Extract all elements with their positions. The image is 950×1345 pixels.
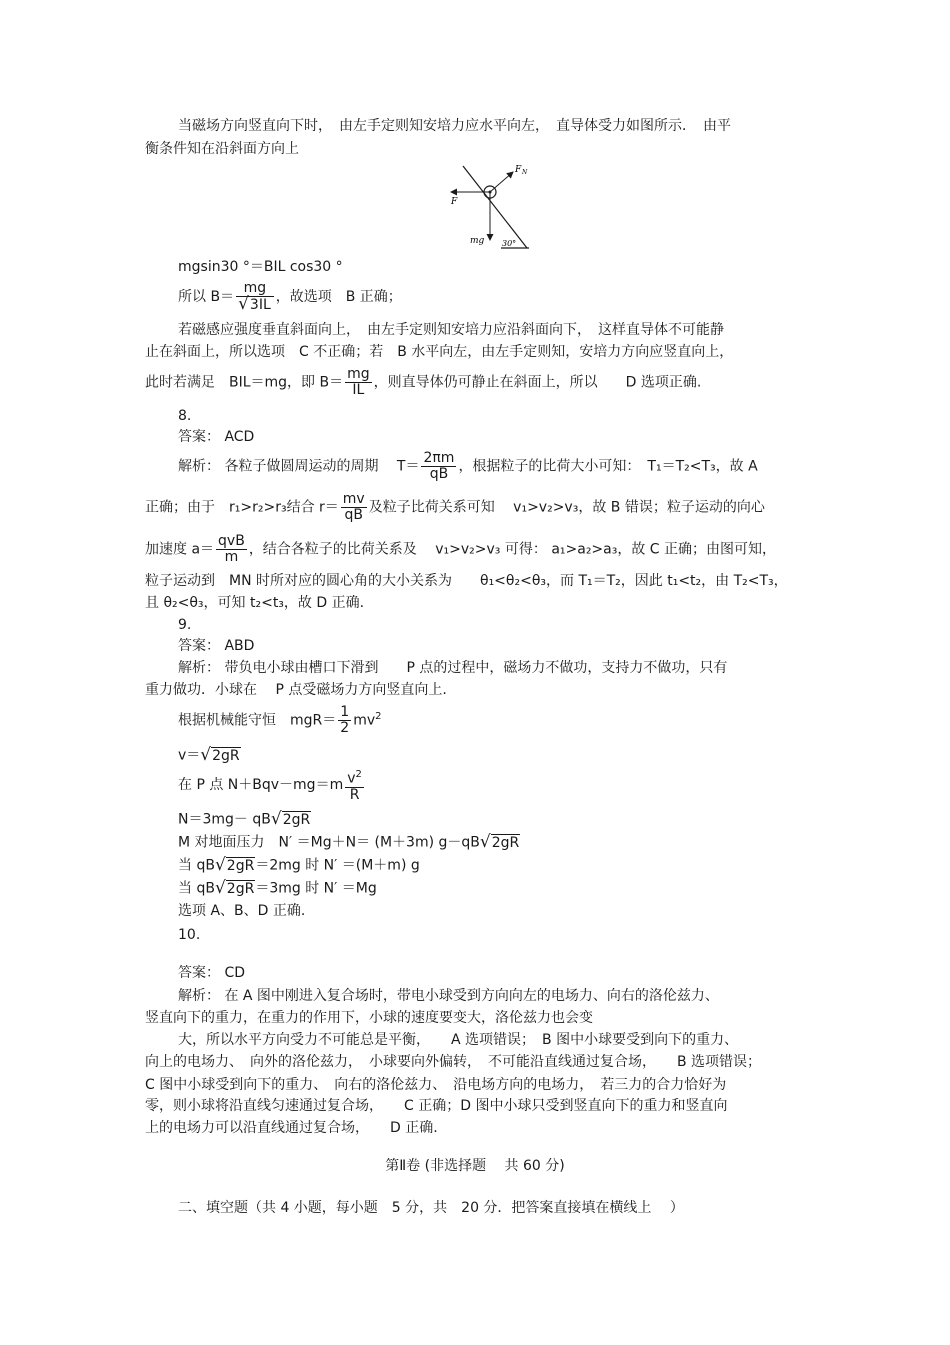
answer: 答案： ABD <box>178 638 255 654</box>
equation: 所以 B＝ $\frac{mg}{√3IL}$ ，故选项 B 正确； <box>178 280 402 314</box>
solution-line: 大，所以水平方向受力不可能总是平衡， A 选项错误； B 图中小球要受到向下的重力、 <box>178 1032 739 1048</box>
question-number: 8. <box>178 408 192 424</box>
solution-line: 竖直向下的重力，在重力的作用下，小球的速度要变大，洛伦兹力也会变 <box>145 1010 593 1026</box>
force-diagram <box>445 160 545 252</box>
equation: N＝3mg－ qB√2gR <box>178 809 311 829</box>
solution-line: 粒子运动到 MN 时所对应的圆心角的大小关系为 θ₁<θ₂<θ₃，而 T₁＝T₂，因此 t₁<t₂，由 T₂<T₃， <box>145 573 788 589</box>
svg-text:N: N <box>522 169 528 176</box>
fn-label: F <box>515 165 522 175</box>
section-heading: 二、填空题（共 4 小题，每小题 5 分，共 20 分．把答案直接填在横线上 ） <box>178 1200 684 1216</box>
equation: v＝√2gR <box>178 745 240 765</box>
equation: 在 P 点 N＋Bqv－mg＝m $\frac{v^2}{R}$ <box>178 769 362 803</box>
solution-line: 向上的电场力、 向外的洛伦兹力， 小球要向外偏转， 不可能沿直线通过复合场， B 选项错误； <box>145 1054 762 1070</box>
solution-line: 且 θ₂<θ₃，可知 t₂<t₃，故 D 正确. <box>145 595 365 611</box>
solution-line: 解析： 各粒子做圆周运动的周期 T＝ $\frac{2\pi m}{qB}$ ，根据粒子的比荷大小可知： T₁＝T₂<T₃，故 A <box>178 450 758 482</box>
answer: 答案： CD <box>178 965 246 981</box>
solution-line: 加速度 a＝ $\frac{\text{qvB}}{m}$ ，结合各粒子的比荷关系及 v₁>v₂>v₃ 可得： a₁>a₂>a₃，故 C 正确；由图可知， <box>145 533 777 565</box>
equation: 当 qB√2gR＝2mg 时 N′ ＝(M＋m) g <box>178 855 420 875</box>
solution-line: 选项 A、B、D 正确. <box>178 903 306 919</box>
solution-line: 零，则小球将沿直线匀速通过复合场， C 正确；D 图中小球只受到竖直向下的重力和竖直向 <box>145 1098 728 1114</box>
question-number: 10. <box>178 927 201 943</box>
equation: 根据机械能守恒 mgR＝ $\frac{1}{2}$ $mv^2$ <box>178 704 382 736</box>
solution-line: C 图中小球受到向下的重力、 向右的洛伦兹力、 沿电场方向的电场力， 若三力的合力恰好为 <box>145 1077 727 1093</box>
solution-line: 解析： 带负电小球由槽口下滑到 P 点的过程中，磁场力不做功，支持力不做功，只有 <box>178 660 728 676</box>
part-heading: 第Ⅱ卷 (非选择题 共 60 分) <box>385 1158 565 1174</box>
solution-line: 正确；由于 r₁>r₂>r₃结合 r＝ $\frac{mv}{qB}$ 及粒子比荷关系可知 v₁>v₂>v₃，故 B 错误；粒子运动的向心 <box>145 491 765 523</box>
paragraph-line: 衡条件知在沿斜面方向上 <box>145 141 299 157</box>
solution-line: 重力做功．小球在 P 点受磁场力方向竖直向上. <box>145 682 447 698</box>
question-number: 9. <box>178 617 192 633</box>
angle-label: 30° <box>502 239 517 248</box>
answer: 答案： ACD <box>178 429 255 445</box>
paragraph-line: 此时若满足 BIL＝mg，即 B＝ $\frac{mg}{IL}$ ，则直导体仍可静止在斜面上，所以 D 选项正确. <box>145 366 702 398</box>
solution-line: 解析： 在 A 图中刚进入复合场时，带电小球受到方向向左的电场力、向右的洛伦兹力、 <box>178 988 719 1004</box>
f-label: F <box>451 197 458 207</box>
paragraph-line: 当磁场方向竖直向下时， 由左手定则知安培力应水平向左， 直导体受力如图所示． 由平 <box>178 118 731 134</box>
paragraph-line: 若磁感应强度垂直斜面向上， 由左手定则知安培力应沿斜面向下， 这样直导体不可能静 <box>178 322 724 338</box>
mg-label: mg <box>470 236 485 246</box>
equation: 当 qB√2gR＝3mg 时 N′ ＝Mg <box>178 878 377 898</box>
solution-line: 上的电场力可以沿直线通过复合场， D 正确. <box>145 1120 438 1136</box>
equation: M 对地面压力 N′ ＝Mg＋N＝ (M＋3m) g－qB√2gR <box>178 832 520 852</box>
equation: mgsin30 °＝BIL cos30 ° <box>178 259 343 275</box>
paragraph-line: 止在斜面上，所以选项 C 不正确；若 B 水平向左，由左手定则知，安培力方向应竖直向上， <box>145 344 734 360</box>
